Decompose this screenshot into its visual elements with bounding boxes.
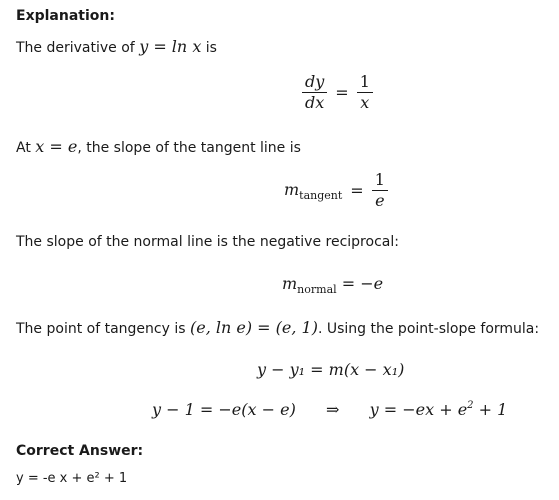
one-over-e-fraction: [372, 170, 388, 211]
normal-slope-equation: [282, 274, 383, 296]
function-equation: y = ln x: [139, 37, 202, 56]
dy-dx-fraction: [302, 72, 327, 113]
dy-numerator: dy: [305, 72, 325, 91]
tangent-intro-suffix: , the slope of the tangent line is: [77, 140, 301, 156]
normal-slope-value: = −e: [341, 274, 384, 293]
implies-arrow: ⇒: [326, 400, 340, 419]
exponent: 2: [467, 400, 474, 411]
derivative-equation: [302, 72, 373, 113]
m-tangent: [284, 180, 342, 202]
tangent-intro-prefix: At: [16, 140, 31, 156]
tangent-subscript: tangent: [299, 188, 343, 202]
x-denominator: x: [360, 93, 370, 112]
tangent-slope-equation: [284, 170, 388, 211]
point-of-tangency-line: [16, 318, 539, 337]
derivative-intro: [16, 37, 217, 56]
point-intro-prefix: The point of tangency is: [16, 321, 186, 337]
normal-line-point-slope: y − 1 = −e(x − e): [152, 400, 296, 419]
equals-sign: =: [335, 83, 349, 102]
tangent-slope-intro: [16, 137, 301, 156]
normal-slope-intro: The slope of the normal line is the negative reciprocal:: [16, 234, 399, 250]
derivative-intro-suffix: is: [205, 40, 217, 56]
normal-subscript: normal: [297, 283, 337, 296]
m-symbol: m: [284, 179, 300, 199]
normal-line-tail: + 1: [478, 400, 508, 419]
point-intro-suffix: . Using the point-slope formula:: [317, 321, 540, 337]
dx-denominator: dx: [305, 93, 325, 112]
point-of-tangency: (e, ln e) = (e, 1): [189, 318, 318, 337]
explanation-heading: Explanation:: [16, 8, 115, 24]
equals-sign: =: [350, 181, 364, 200]
final-derivation: [152, 400, 507, 419]
e-denominator: e: [375, 191, 385, 210]
derivative-intro-prefix: The derivative of: [16, 40, 135, 56]
correct-answer-text: y = -e x + e² + 1: [16, 471, 128, 486]
normal-line-main: y = −ex + e: [369, 400, 468, 419]
point-slope-formula: y − y₁ = m(x − x₁): [257, 360, 405, 379]
m-symbol: m: [282, 274, 298, 293]
one-numerator: 1: [359, 72, 370, 91]
normal-line-equation: [370, 400, 508, 419]
x-equals-e: x = e: [35, 137, 78, 156]
correct-answer-heading: Correct Answer:: [16, 443, 144, 459]
one-numerator: 1: [374, 170, 385, 189]
one-over-x-fraction: [357, 72, 373, 113]
